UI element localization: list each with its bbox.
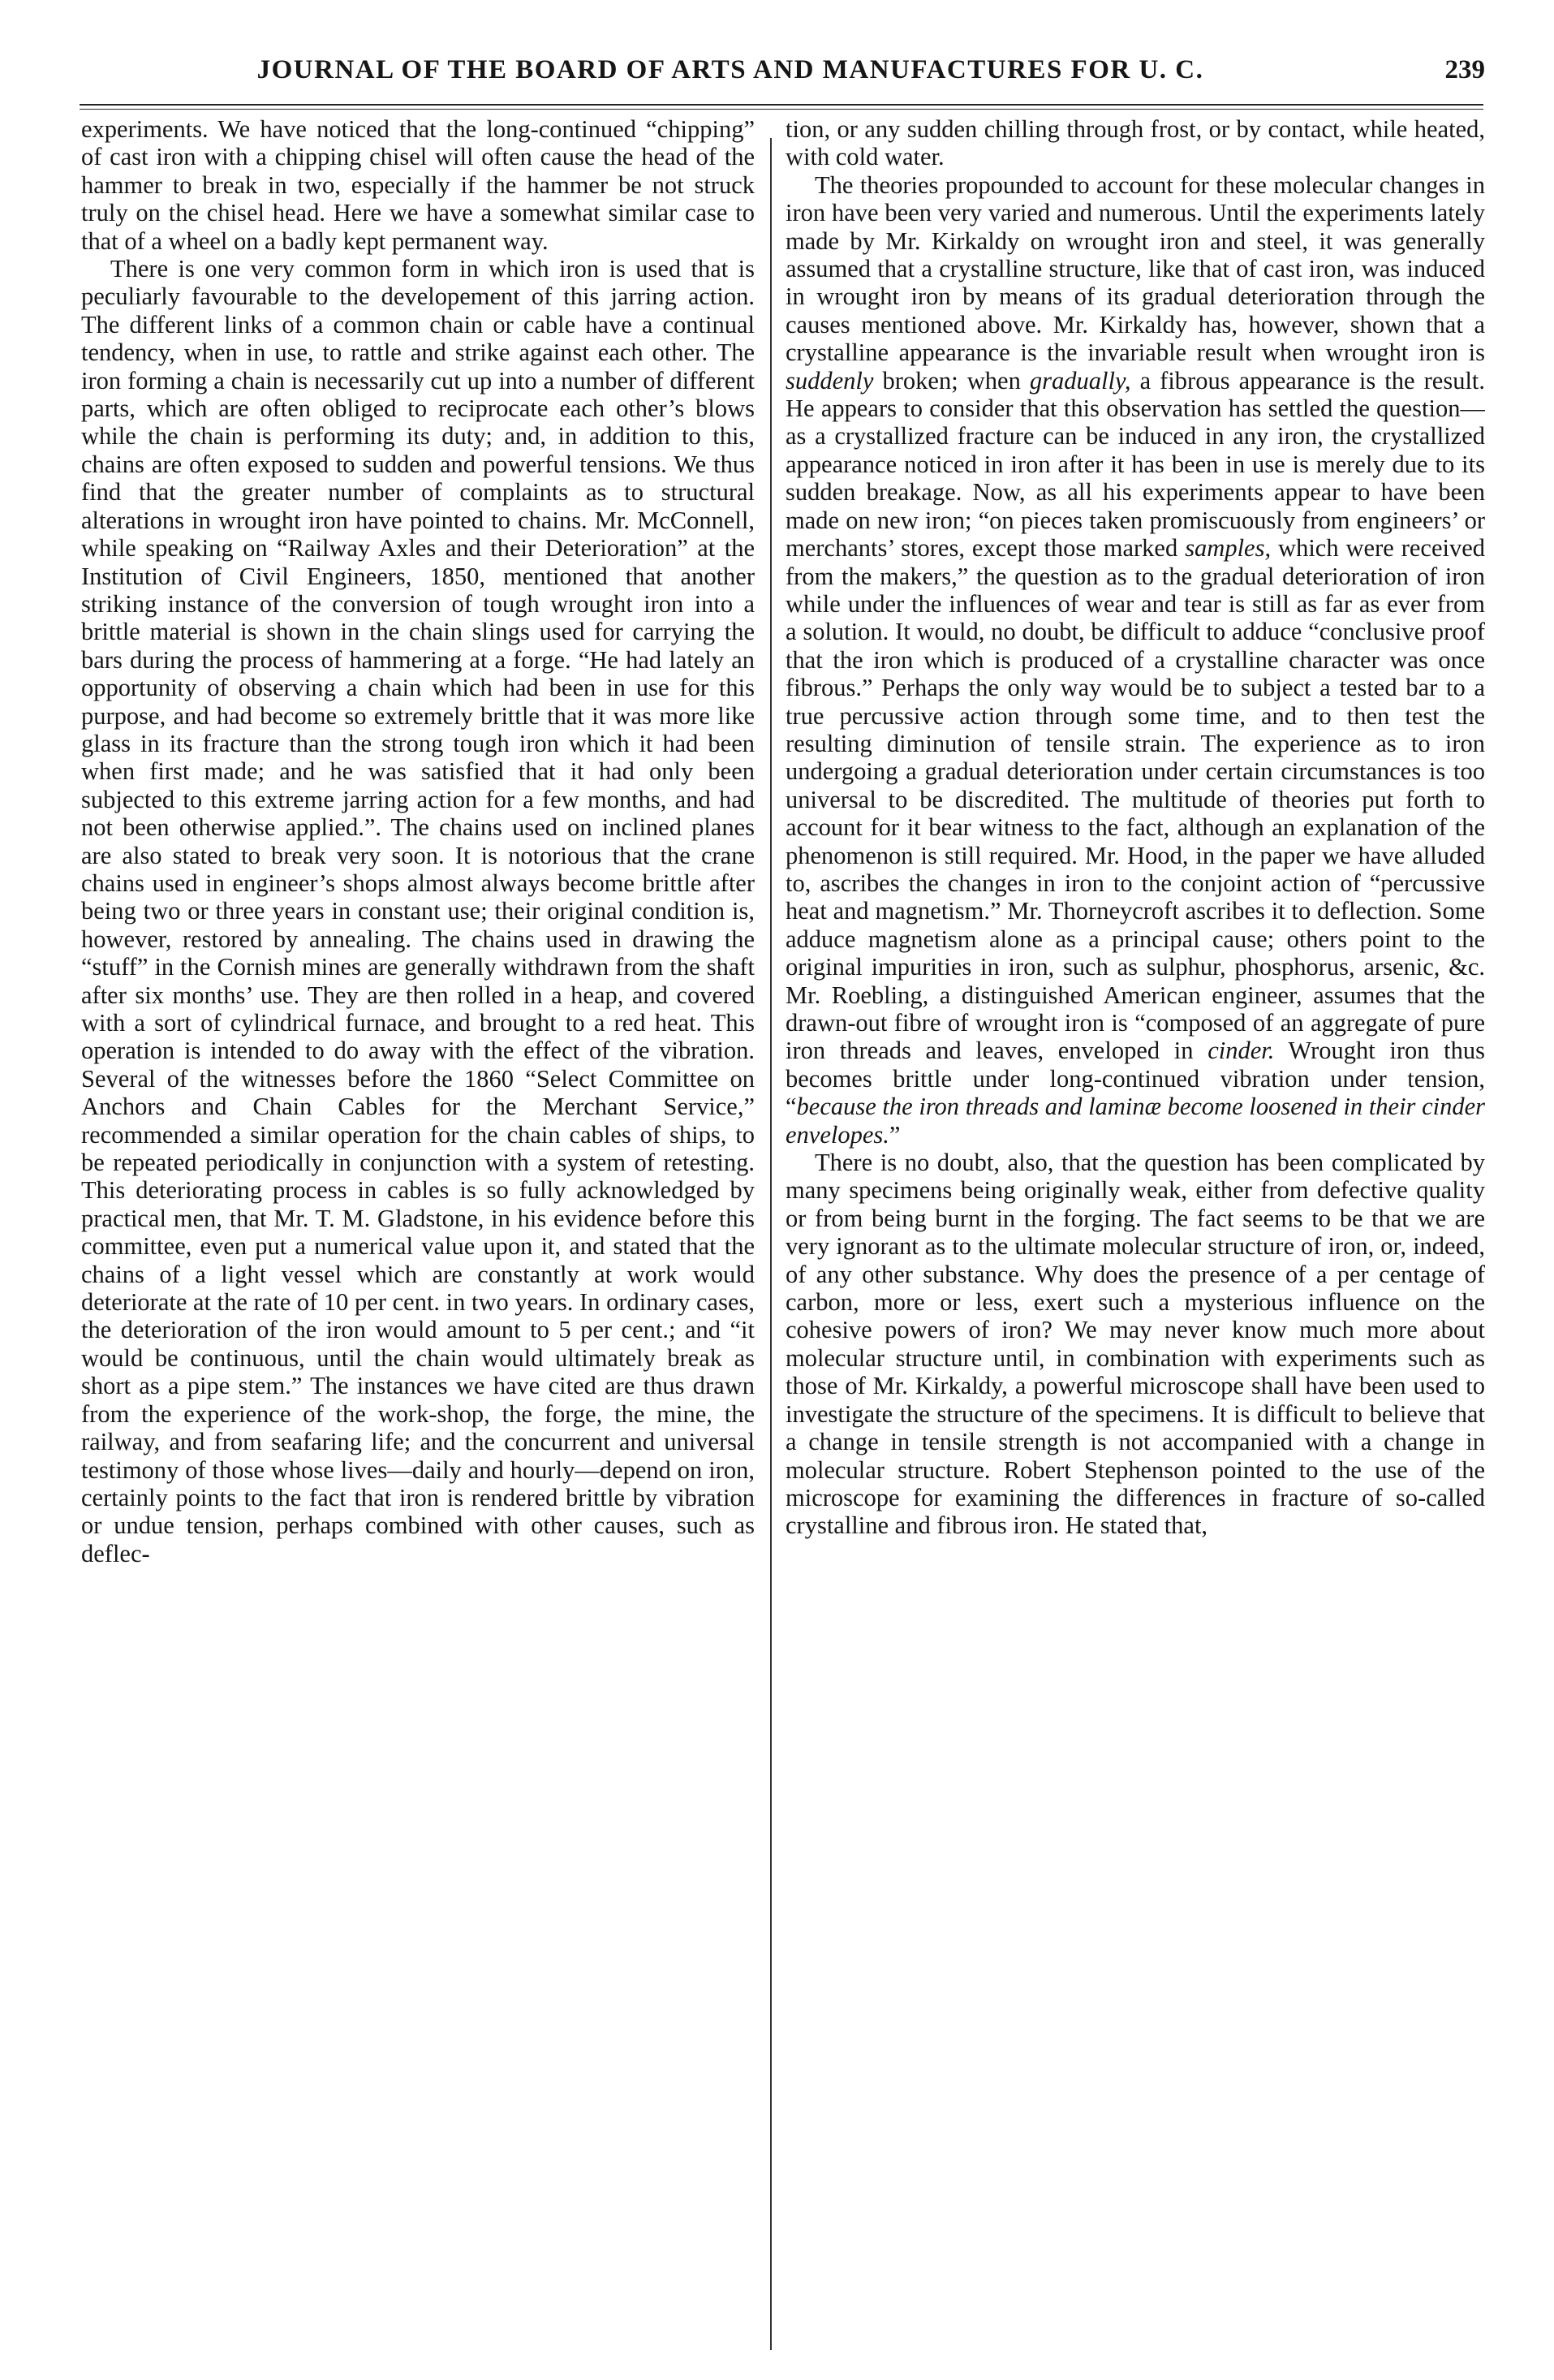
column-divider xyxy=(770,138,772,2350)
italic-text: cinder. xyxy=(1207,1037,1275,1065)
text-run: Wrought iron thus becomes brittle under long-continued vibration under tension, “ xyxy=(786,1037,1485,1121)
journal-title: JOURNAL OF THE BOARD OF ARTS AND MANUFACTURES FOR U. C. xyxy=(256,55,1204,84)
text-run: The theories propounded to account for these molecular changes in iron have been very varied and numerous. Until the experiments lately made by Mr. Kirkaldy on wrought iron and steel, it was generally assumed that a crystalline structure, like that of cast iron, was induced in wrought iron by means of its gradual deterioration through the causes mentioned above. Mr. Kirkaldy has, however, shown that a crystalline appearance is the invariable result when wrought iron is xyxy=(786,170,1485,367)
right-column xyxy=(786,115,1485,2356)
header-rule-thin xyxy=(80,109,1483,110)
paragraph: experiments. We have noticed that the long-continued “chipping” of cast iron with a chipping chisel will often cause the head of the hammer to break in two, especially if the hammer be not struck truly on the chisel head. Here we have a somewhat similar case to that of a wheel on a badly kept permanent way. xyxy=(81,115,755,255)
italic-text: because the iron threads and laminæ become loosened in their cinder envelopes. xyxy=(786,1093,1485,1149)
page-number: 239 xyxy=(1444,55,1485,84)
left-column xyxy=(81,115,755,2356)
italic-text: gradually, xyxy=(1029,366,1131,395)
text-run: a fibrous appearance is the result. He appears to consider that this observation has settled the question—as a crystallized fracture can be induced in any iron, the crystallized appearance noticed in iron after it has been in use is merely due to its sudden breakage. Now, as all his experiments appear to have been made on new iron; “on pieces taken promiscuously from engineers’ or merchants’ stores, except those marked xyxy=(786,366,1485,563)
paragraph: There is no doubt, also, that the question has been complicated by many specimens being originally weak, either from defective quality or from being burnt in the forging. The fact seems to be that we are very ignorant as to the ultimate molecular structure of iron, or, indeed, of any other substance. Why does the presence of a per centage of carbon, more or less, exert such a mysterious influence on the cohesive powers of iron? We may never know much more about molecular structure until, in combination with experiments such as those of Mr. Kirkaldy, a powerful microscope shall have been used to investigate the structure of the specimens. It is difficult to believe that a change in tensile strength is not accompanied with a change in molecular structure. Robert Stephenson pointed to the use of the microscope for examining the differences in fracture of so-called crystalline and fibrous iron. He stated that, xyxy=(786,1149,1485,1540)
text-run: which were received from the makers,” the question as to the gradual deterioration of iron while under the influences of wear and tear is still as far as ever from a solution. It would, no doubt, be difficult to adduce “conclusive proof that the iron which is produced of a crystalline character was once fibrous.” Perhaps the only way would be to subject a tested bar to a true percussive action through some time, and to then test the resulting diminution of tensile strain. The experience as to iron undergoing a gradual deterioration under certain circumstances is too universal to be discredited. The multitude of theories put forth to account for it bear witness to the fact, although an explanation of the phenomenon is still required. Mr. Hood, in the paper we have alluded to, ascribes the changes in iron to the conjoint action of “percussive heat and magnetism.” Mr. Thorneycroft ascribes it to deflection. Some adduce magnetism alone as a principal cause; others point to the original impurities in iron, such as sulphur, phosphorus, arsenic, &c. Mr. Roebling, a distinguished American engineer, assumes that the drawn-out fibre of wrought iron is “composed of an aggregate of pure iron threads and leaves, enveloped in xyxy=(786,534,1485,1065)
text-run: broken; when xyxy=(882,366,1021,395)
running-head xyxy=(57,47,1485,93)
paragraph xyxy=(786,171,1485,1149)
text-run: ” xyxy=(889,1120,901,1149)
italic-text: suddenly xyxy=(786,366,874,395)
header-rule xyxy=(80,104,1483,106)
paragraph: tion, or any sudden chilling through frost, or by contact, while heated, with cold water. xyxy=(786,115,1485,171)
paragraph: There is one very common form in which iron is used that is peculiarly favourable to the developement of this jarring action. The different links of a common chain or cable have a continual tendency, when in use, to rattle and strike against each other. The iron forming a chain is necessarily cut up into a number of different parts, which are often obliged to reciprocate each other’s blows while the chain is performing its duty; and, in addition to this, chains are often exposed to sudden and powerful tensions. We thus find that the greater number of complaints as to structural alterations in wrought iron have pointed to chains. Mr. McConnell, while speaking on “Railway Axles and their Deterioration” at the Institution of Civil Engineers, 1850, mentioned that another striking instance of the conversion of tough wrought iron into a brittle material is shown in the chain slings used for carrying the bars during the process of hammering at a forge. “He had lately an opportunity of observing a chain which had been in use for this purpose, and had become so extremely brittle that it was more like glass in its fracture than the strong tough iron which it had been when first made; and he was satisfied that it had only been subjected to this extreme jarring action for a few months, and had not been otherwise applied.”. The chains used on inclined planes are also stated to break very soon. It is notorious that the crane chains used in engineer’s shops almost always become brittle after being two or three years in constant use; their original condition is, however, restored by annealing. The chains used in drawing the “stuff” in the Cornish mines are generally withdrawn from the shaft after six months’ use. They are then rolled in a heap, and covered with a sort of cylindrical furnace, and brought to a red heat. This operation is intended to do away with the effect of the vibration. Several of the witnesses before the 1860 “Select Committee on Anchors and Chain Cables for the Merchant Service,” recommended a similar operation for the chain cables of ships, to be repeated periodically in conjunction with a system of retesting. This deteriorating process in cables is so fully acknowledged by practical men, that Mr. T. M. Gladstone, in his evidence before this committee, even put a numerical value upon it, and stated that the chains of a light vessel which are constantly at work would deteriorate at the rate of 10 per cent. in two years. In ordinary cases, the deterioration of the iron would amount to 5 per cent.; and “it would be continuous, until the chain would ultimately break as short as a pipe stem.” The instances we have cited are thus drawn from the experience of the work-shop, the forge, the mine, the railway, and from seafaring life; and the concurrent and universal testimony of those whose lives—daily and hourly—depend on iron, certainly points to the fact that iron is rendered brittle by vibration or undue tension, perhaps combined with other causes, such as deflec- xyxy=(81,255,755,1567)
italic-text: samples, xyxy=(1185,534,1272,563)
